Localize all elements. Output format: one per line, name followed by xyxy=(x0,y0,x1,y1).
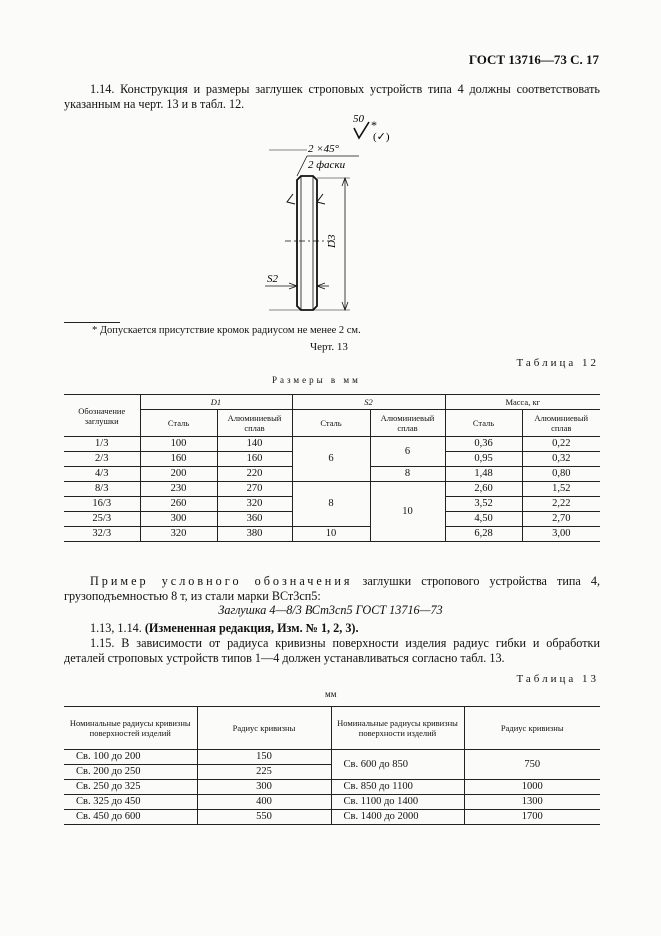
table-cell: 0,22 xyxy=(522,437,600,452)
t13-h4: Радиус кривизны xyxy=(464,707,600,750)
table-cell: 0,95 xyxy=(445,452,522,467)
table-cell: 1/3 xyxy=(64,437,140,452)
table-cell: 32/3 xyxy=(64,527,140,542)
table-cell: 0,32 xyxy=(522,452,600,467)
table-cell: 0,36 xyxy=(445,437,522,452)
plug-outline xyxy=(297,176,317,310)
table-cell: 1000 xyxy=(464,780,600,795)
table-cell: 10 xyxy=(370,482,445,542)
table-cell: 6 xyxy=(292,437,370,482)
footnote: * Допускается присутствие кромок радиусом не менее 2 см. xyxy=(92,325,361,336)
table-cell: 300 xyxy=(140,512,217,527)
table-cell: 2/3 xyxy=(64,452,140,467)
table-cell: 270 xyxy=(217,482,292,497)
table-cell: 140 xyxy=(217,437,292,452)
table-cell: 750 xyxy=(464,750,600,780)
table-cell: 8/3 xyxy=(64,482,140,497)
table12-label: Таблица 12 xyxy=(516,357,599,369)
table13-label: Таблица 13 xyxy=(516,673,599,685)
sub-steel: Сталь xyxy=(292,410,370,437)
col-designation: Обозначение заглушки xyxy=(64,395,140,437)
chamfer-size: 2 ×45° xyxy=(308,143,340,155)
table-cell: 3,00 xyxy=(522,527,600,542)
edition-bold: (Измененная редакция, Изм. № 1, 2, 3). xyxy=(144,621,359,635)
table-cell: 3,52 xyxy=(445,497,522,512)
t13-h2: Радиус кривизны xyxy=(197,707,331,750)
table-cell: 16/3 xyxy=(64,497,140,512)
table-12 xyxy=(64,394,600,542)
table-cell: 300 xyxy=(197,780,331,795)
table-cell: 0,80 xyxy=(522,467,600,482)
table-cell: 320 xyxy=(140,527,217,542)
sub-al: Алюминиевый сплав xyxy=(217,410,292,437)
footnote-rule xyxy=(64,322,120,323)
roughness-value: 50 xyxy=(353,113,364,125)
table-row xyxy=(64,527,600,542)
table-cell: Св. 1400 до 2000 xyxy=(331,810,464,825)
roughness-paren: (✓) xyxy=(373,131,390,143)
table-cell: 230 xyxy=(140,482,217,497)
table-row xyxy=(64,795,600,810)
table-cell: 225 xyxy=(197,765,331,780)
example-label: Пример условного обозначения xyxy=(90,574,353,588)
table-cell: 4,50 xyxy=(445,512,522,527)
sub-steel: Сталь xyxy=(140,410,217,437)
table-cell: 220 xyxy=(217,467,292,482)
edition-note xyxy=(64,621,600,636)
table-cell: 6 xyxy=(370,437,445,467)
table-cell: Св. 200 до 250 xyxy=(64,765,197,780)
table-row xyxy=(64,437,600,452)
sub-steel: Сталь xyxy=(445,410,522,437)
example-paragraph xyxy=(64,574,600,604)
table13-units: мм xyxy=(325,689,337,699)
table-row xyxy=(64,482,600,497)
sub-al: Алюминиевый сплав xyxy=(370,410,445,437)
paragraph-1-14: 1.14. Конструкция и размеры заглушек строповых устройств типа 4 должны соответствовать указанным на черт. 13 и в табл. 12. xyxy=(64,82,600,111)
table-cell: Св. 850 до 1100 xyxy=(331,780,464,795)
table-cell: Св. 100 до 200 xyxy=(64,750,197,765)
table-cell: Св. 1100 до 1400 xyxy=(331,795,464,810)
table-cell: 2,22 xyxy=(522,497,600,512)
table-cell: Св. 250 до 325 xyxy=(64,780,197,795)
table-cell: 200 xyxy=(140,467,217,482)
drawing-caption: Черт. 13 xyxy=(310,341,348,353)
drawing-13 xyxy=(255,110,415,315)
table-row xyxy=(64,780,600,795)
chamfer-note: 2 фаски xyxy=(308,159,346,171)
table-cell: Св. 600 до 850 xyxy=(331,750,464,780)
table-cell: 2,70 xyxy=(522,512,600,527)
table-cell: 100 xyxy=(140,437,217,452)
table-cell: Св. 325 до 450 xyxy=(64,795,197,810)
table-cell: 4/3 xyxy=(64,467,140,482)
table-cell: 380 xyxy=(217,527,292,542)
table-row xyxy=(64,810,600,825)
table-cell: 25/3 xyxy=(64,512,140,527)
table-cell: 10 xyxy=(292,527,370,542)
table-cell: 550 xyxy=(197,810,331,825)
edition-prefix: 1.13, 1.14. xyxy=(90,621,142,635)
table-cell: 320 xyxy=(217,497,292,512)
group-mass: Масса, кг xyxy=(445,395,600,410)
table-cell: 360 xyxy=(217,512,292,527)
table-cell: 2,60 xyxy=(445,482,522,497)
table-row xyxy=(64,750,600,765)
table-cell: 160 xyxy=(217,452,292,467)
table-cell: 160 xyxy=(140,452,217,467)
sub-al: Алюминиевый сплав xyxy=(522,410,600,437)
table-cell: 1700 xyxy=(464,810,600,825)
t13-h3: Номинальные радиусы кривизны поверхности изделий xyxy=(331,707,464,750)
table-cell: 260 xyxy=(140,497,217,512)
page-header: ГОСТ 13716—73 С. 17 xyxy=(468,52,599,67)
table-cell: 8 xyxy=(292,482,370,527)
table12-units: Размеры в мм xyxy=(272,375,361,385)
d3-label: D3 xyxy=(326,234,338,248)
paragraph-1-15: 1.15. В зависимости от радиуса кривизны поверхности изделия радиус гибки и обработки деталей строповых устройств типов 1—4 должен устанавливаться согласно табл. 13. xyxy=(64,636,600,665)
example-formula: Заглушка 4—8/3 ВСт3сп5 ГОСТ 13716—73 xyxy=(218,603,443,617)
table-cell: 1,52 xyxy=(522,482,600,497)
table-cell: 1300 xyxy=(464,795,600,810)
s2-label: S2 xyxy=(267,273,278,285)
table-13 xyxy=(64,706,600,825)
star-mark: * xyxy=(371,118,377,132)
table-cell: 1,48 xyxy=(445,467,522,482)
t13-h1: Номинальные радиусы кривизны поверхностей изделий xyxy=(64,707,197,750)
table-cell: Св. 450 до 600 xyxy=(64,810,197,825)
table-cell: 150 xyxy=(197,750,331,765)
example-text: заглушки стропового устройства типа 4, грузоподъемностью 8 т, из стали марки ВСт3сп5: xyxy=(64,574,601,603)
table-cell: 8 xyxy=(370,467,445,482)
table-cell: 400 xyxy=(197,795,331,810)
group-s2: S2 xyxy=(292,395,445,410)
table-cell: 6,28 xyxy=(445,527,522,542)
group-d1: D1 xyxy=(140,395,292,410)
